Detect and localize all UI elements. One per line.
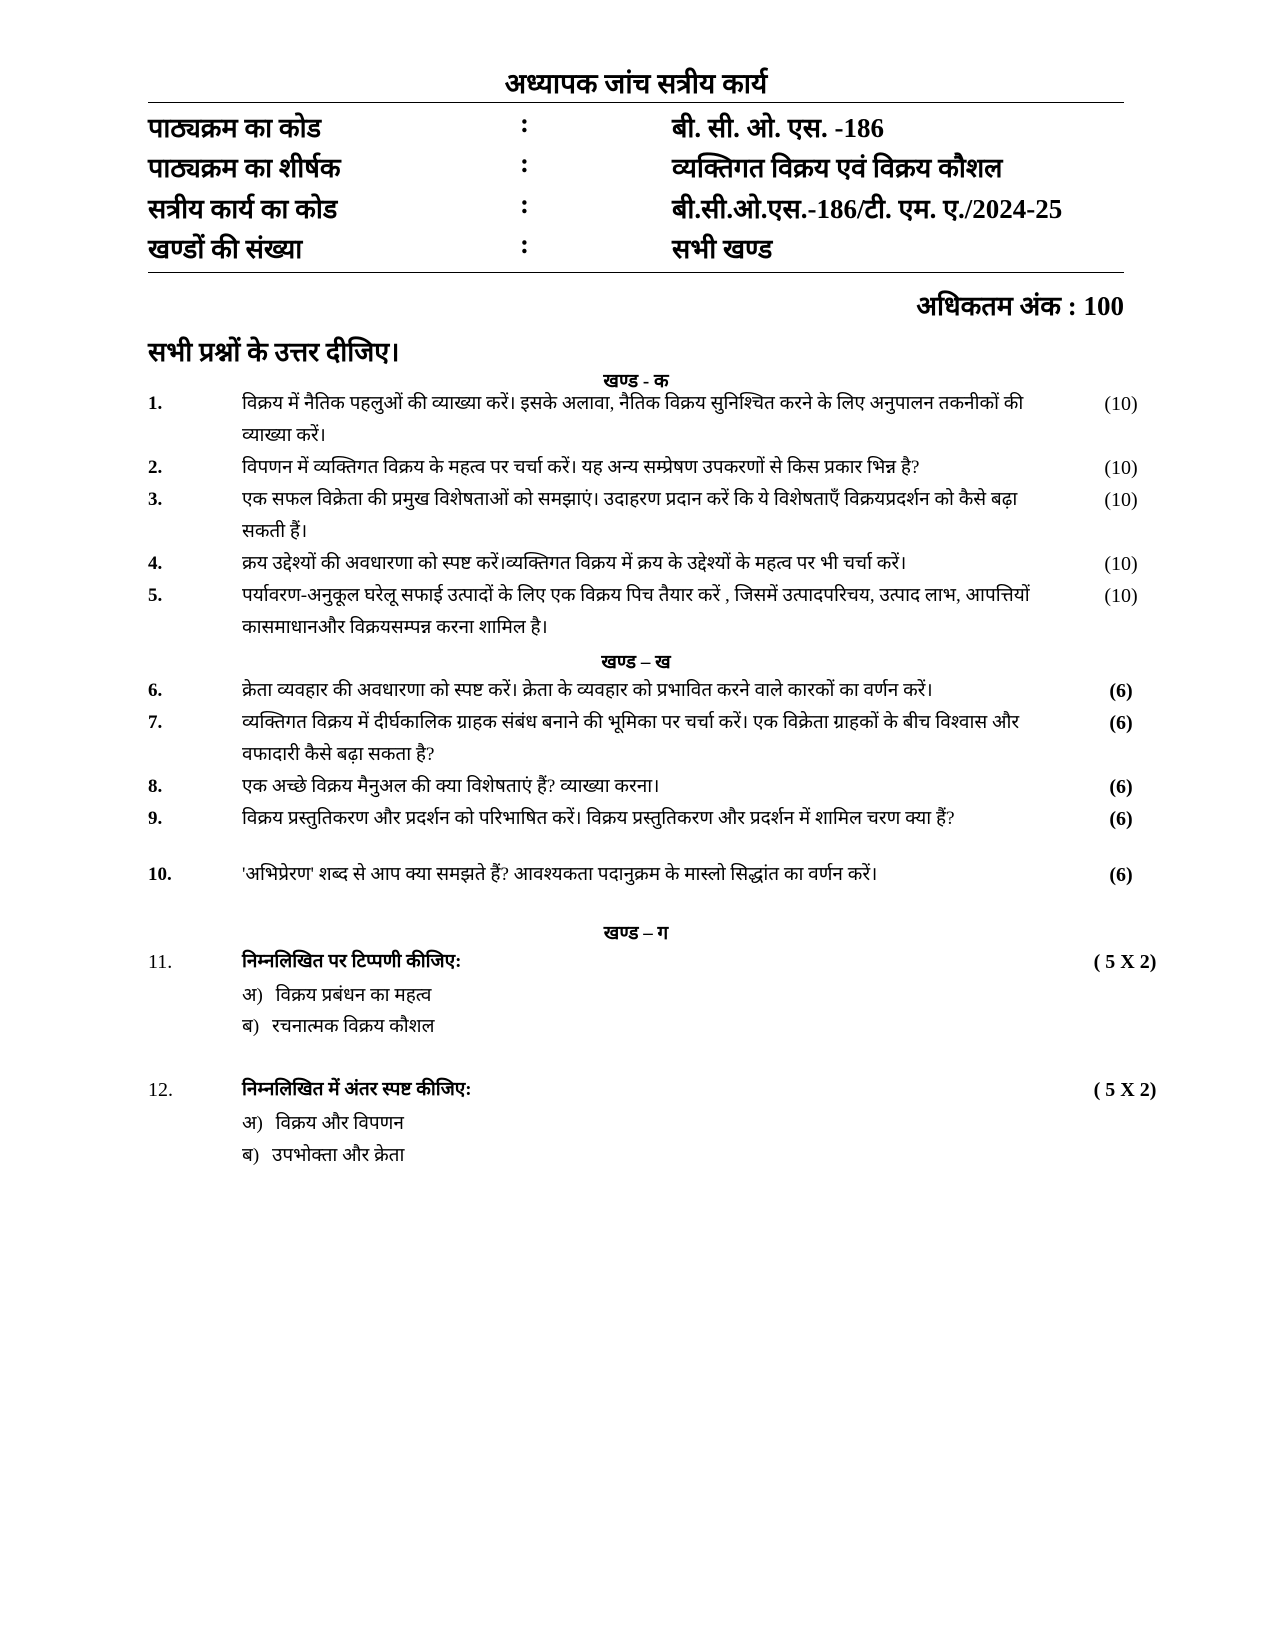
question-marks: (10) [1104,393,1138,415]
question-number: 5. [148,585,163,606]
question-text: विक्रय प्रस्तुतिकरण और प्रदर्शन को परिभाषित करें। विक्रय प्रस्तुतिकरण और प्रदर्शन में शामिल चरण क्या हैं? [242,808,955,829]
question-text: विपणन में व्यक्तिगत विक्रय के महत्व पर चर्चा करें। यह अन्य सम्प्रेषण उपकरणों से किस प्रकार भिन्न है? [242,457,920,478]
question-number: 7. [148,712,163,733]
sub-part [242,1109,404,1139]
sub-part-tag: ब) [242,1016,260,1037]
header-bottom-rule [148,272,1124,273]
instruction: सभी प्रश्नों के उत्तर दीजिए। [148,337,400,367]
question-number: 2. [148,457,163,478]
question-marks: (10) [1104,489,1138,511]
info-row-assignment-code [148,189,1128,229]
question-number: 3. [148,489,163,510]
sub-part-text: विक्रय और विपणन [275,1113,404,1134]
sub-part [242,1012,434,1042]
header-top-rule [148,102,1124,103]
question-number: 4. [148,553,163,574]
info-label: सत्रीय कार्य का कोड [148,194,338,224]
question-text: 'अभिप्रेरण' शब्द से आप क्या समझते हैं? आवश्यकता पदानुक्रम के मास्लो सिद्धांत का वर्णन करें। [242,864,878,885]
sub-part [242,1141,404,1171]
sub-part-tag: अ) [242,985,263,1006]
question-marks: (6) [1109,864,1133,886]
sub-part-tag: अ) [242,1113,263,1134]
question-text: एक अच्छे विक्रय मैनुअल की क्या विशेषताएं हैं? व्याख्या करना। [242,776,660,797]
question-text: निम्नलिखित पर टिप्पणी कीजिए: [242,951,462,972]
info-label: पाठ्यक्रम का शीर्षक [148,153,341,183]
question-number: 12. [148,1079,173,1101]
info-row-course-title [148,148,1128,188]
question-marks: (10) [1104,457,1138,479]
question-marks: (6) [1109,680,1133,702]
question-marks: ( 5 X 2) [1093,951,1157,973]
question-marks: ( 5 X 2) [1093,1079,1157,1101]
question-number: 1. [148,393,163,414]
question-number: 6. [148,680,163,701]
question-text: क्रय उद्देश्यों की अवधारणा को स्पष्ट करें।व्यक्तिगत विक्रय में क्रय के उद्देश्यों के महत्व पर भी चर्चा करें। [242,553,907,574]
sub-part-tag: ब) [242,1145,260,1166]
document-title: अध्यापक जांच सत्रीय कार्य [504,69,768,100]
question-number: 11. [148,951,173,973]
max-marks: अधिकतम अंक : 100 [916,291,1124,321]
question-number: 8. [148,776,163,797]
sub-part-text: रचनात्मक विक्रय कौशल [271,1016,435,1037]
info-value: बी.सी.ओ.एस.-186/टी. एम. ए./2024-25 [672,194,1063,224]
info-colon: : [520,229,529,259]
section-heading-b: खण्ड – ख [601,652,671,673]
question-text: पर्यावरण-अनुकूल घरेलू सफाई उत्पादों के लिए एक विक्रय पिच तैयार करें , जिसमें उत्पादपरिचय, उत्पाद लाभ, आपत्तियों कासमाधानऔर विक्रयसम्पन्न करना शामिल है। [242,585,1030,638]
sub-part-text: उपभोक्ता और क्रेता [271,1145,405,1166]
info-colon: : [520,108,529,138]
question-marks: (6) [1109,808,1133,830]
question-text: निम्नलिखित में अंतर स्पष्ट कीजिए: [242,1079,472,1100]
question-number: 9. [148,808,163,829]
question-text: विक्रय में नैतिक पहलुओं की व्याख्या करें। इसके अलावा, नैतिक विक्रय सुनिश्चित करने के लिए अनुपालन तकनीकों की व्याख्या करें। [242,393,1024,446]
question-marks: (10) [1104,585,1138,607]
question-marks: (6) [1109,712,1133,734]
question-marks: (6) [1109,776,1133,798]
info-label: पाठ्यक्रम का कोड [148,113,322,143]
info-colon: : [520,148,529,178]
question-text: क्रेता व्यवहार की अवधारणा को स्पष्ट करें। क्रेता के व्यवहार को प्रभावित करने वाले कारकों का वर्णन करें। [242,680,933,701]
question-marks: (10) [1104,553,1138,575]
info-label: खण्डों की संख्या [148,234,303,264]
info-colon: : [520,189,529,219]
section-heading-c: खण्ड – ग [603,923,669,944]
info-row-blocks [148,229,1128,269]
question-text: व्यक्तिगत विक्रय में दीर्घकालिक ग्राहक संबंध बनाने की भूमिका पर चर्चा करें। एक विक्रेता ग्राहकों के बीच विश्वास और वफादारी कैसे बढ़ा सकता है? [242,712,1020,765]
info-value: व्यक्तिगत विक्रय एवं विक्रय कौशल [672,153,1003,183]
info-value: बी. सी. ओ. एस. -186 [672,113,884,143]
section-heading-a: खण्ड - क [603,371,669,392]
info-row-course-code [148,108,1128,148]
question-number: 10. [148,864,172,885]
question-text: एक सफल विक्रेता की प्रमुख विशेषताओं को समझाएं। उदाहरण प्रदान करें कि ये विशेषताएँ विक्रयप्रदर्शन को कैसे बढ़ा सकती हैं। [242,489,1018,542]
sub-part [242,981,431,1011]
sub-part-text: विक्रय प्रबंधन का महत्व [275,985,432,1006]
info-value: सभी खण्ड [672,234,773,264]
